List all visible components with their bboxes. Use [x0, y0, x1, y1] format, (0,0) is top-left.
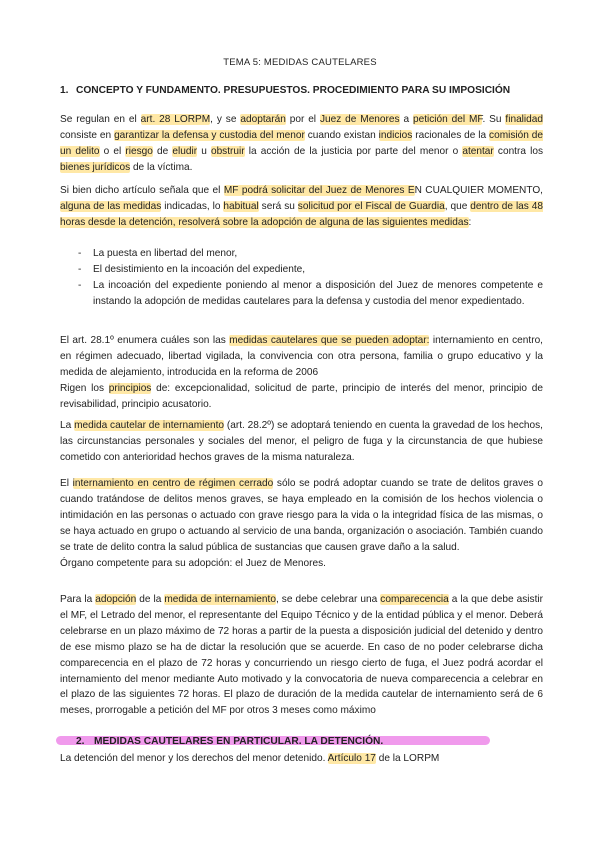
text-run: por el	[285, 114, 320, 125]
highlight: medida cautelar de internamiento	[74, 420, 225, 431]
highlight: Juez de Menores	[319, 114, 400, 125]
text-run: la acción de la justicia por parte del menor o	[244, 145, 463, 157]
text-run: N CUALQUIER MOMENTO,	[414, 185, 543, 196]
text-run: a	[399, 114, 413, 125]
text-run: internamiento en centro, en régimen adecuado, libertad vigilada, la convivencia con otra persona, familia o grupo educativo y la medida de alejamiento, introducida en la reforma de 2006	[60, 335, 543, 378]
paragraph-closed-regime	[60, 476, 543, 571]
paragraph-internment-measure	[60, 418, 543, 466]
text-run: cuando existan	[304, 129, 379, 141]
highlight: indicios	[378, 129, 413, 141]
text-run: Órgano competente para su adopción: el Juez de Menores.	[60, 557, 326, 569]
text-run: o el	[99, 145, 126, 157]
highlight: petición del MF	[412, 114, 483, 125]
text-run: de la LORPM	[375, 753, 440, 764]
paragraph-regulation	[60, 112, 543, 176]
highlight: comparecencia	[380, 594, 449, 605]
highlight: bienes jurídicos	[60, 161, 131, 173]
text-run: Rigen los	[60, 382, 109, 394]
highlight: garantizar la defensa y custodia del menor	[114, 129, 305, 141]
text-run: consiste en	[60, 129, 115, 141]
section-2-title: MEDIDAS CAUTELARES EN PARTICULAR. LA DETENCIÓN.	[94, 736, 384, 747]
highlight: internamiento en centro de régimen cerrado	[72, 478, 274, 489]
highlight: medidas cautelares que se pueden adoptar:	[229, 335, 430, 346]
highlight: art. 28 LORPM	[140, 114, 211, 125]
text-run: de la víctima.	[130, 161, 193, 173]
highlight: finalidad	[505, 114, 544, 125]
highlight: comisión de un delito	[60, 129, 544, 157]
text-run: La	[60, 420, 75, 431]
highlight: adopción	[95, 594, 137, 605]
list-item: - La puesta en libertad del menor,	[60, 246, 543, 262]
text-run: Se regulan en el	[60, 114, 141, 125]
highlight: habitual	[223, 200, 259, 212]
text-run: será su	[258, 200, 298, 212]
section-2-number: 2.	[76, 736, 85, 747]
highlight: MF podrá solicitar del Juez de Menores E	[223, 185, 415, 196]
section-2-heading	[76, 736, 383, 747]
text-run: . Su	[482, 114, 506, 125]
text-run: , se debe celebrar una	[275, 594, 381, 605]
highlight: medida de internamiento	[164, 594, 276, 605]
highlight: alguna de las medidas	[60, 200, 162, 212]
text-run: a la que debe asistir el MF, el Letrado del menor, el representante del Equipo Técnico y de la entidad pública y el menor. Deberá celebrarse en un plazo máximo de 72 horas a partir de la puesta a disposición judicial del detenido y dentro de ese mismo plazo se ha de dictar la resolución que se acuerde. En caso de no poder celebrarse dicha comparecencia en el plazo de 72 horas y concurriendo un riesgo cierto de fuga, el Juez podrá acordar el internamiento del menor mediante Auto motivado y la convocatoria de nueva comparecencia a celebrar en el plazo de las siguientes 72 horas. El plazo de duración de la medida cautelar de internamiento será de 6 meses, prorrogable a petición del MF por otros 3 meses como máximo	[60, 594, 543, 717]
page-title: TEMA 5: MEDIDAS CAUTELARES	[223, 57, 377, 68]
highlight: adoptarán	[240, 114, 286, 125]
text-run: indicadas, lo	[161, 200, 224, 212]
text-run: de	[152, 145, 173, 157]
text-run: Si bien dicho artículo señala que el	[60, 185, 224, 196]
text-run: (art. 28.2º) se adoptará teniendo en cuenta la gravedad de los hechos, las circunstancias personales y sociales del menor, el peligro de fuga y la circunstancia de que hubiese cometido con anterioridad hechos graves de la misma naturaleza.	[60, 420, 543, 463]
highlight: eludir	[172, 145, 198, 157]
text-run: contra los	[493, 145, 544, 157]
highlight: obstruir	[210, 145, 245, 157]
text-run: :	[468, 216, 472, 228]
paragraph-measures-enumeration	[60, 333, 543, 413]
highlight: riesgo	[125, 145, 153, 157]
text-run: sólo se podrá adoptar cuando se trate de delitos graves o cuando tratándose de delitos menos graves, se haya empleado en la comisión de los hechos violencia o intimidación en las personas o actuado con grave riesgo para la vida o la integridad física de las mismas, o se haya actuado en grupo o actuando al servicio de una banda, organización o asociación. También cuando se trate de delito contra la salud pública de sustancias que causen grave daño a la salud.	[60, 478, 543, 553]
text-run: racionales de la	[412, 129, 490, 141]
highlight: principios	[108, 382, 152, 394]
text-run: de: excepcionalidad, solicitud de parte, principio de interés del menor, principio de revisabilidad, principio acusatorio.	[60, 382, 543, 410]
section-1-heading	[60, 83, 543, 98]
text-run: u	[197, 145, 211, 157]
highlight: Artículo 17	[327, 753, 376, 764]
text-run: , que	[444, 200, 471, 212]
section-1-title: CONCEPTO Y FUNDAMENTO. PRESUPUESTOS. PROCEDIMIENTO PARA SU IMPOSICIÓN	[76, 85, 511, 96]
text-run: La detención del menor y los derechos del menor detenido.	[60, 753, 328, 764]
text-run: de la	[136, 594, 165, 605]
list-item: - La incoación del expediente poniendo al menor a disposición del Juez de menores competente e instando la adopción de medidas cautelares para la defensa y custodia del menor expedientado.	[60, 278, 543, 310]
highlight: solicitud por el Fiscal de Guardia	[297, 200, 445, 212]
list-item: - El desistimiento en la incoación del expediente,	[60, 262, 543, 278]
measures-list	[60, 246, 543, 310]
highlight: dentro de las 48 horas desde la detención, resolverá sobre la adopción de alguna de las siguientes medidas	[60, 200, 543, 228]
paragraph-detention	[60, 751, 543, 767]
section-1-number: 1.	[60, 85, 69, 96]
text-run: , y se	[210, 114, 241, 125]
paragraph-hearing-procedure	[60, 592, 543, 719]
text-run: El	[60, 478, 73, 489]
paragraph-fiscal-request	[60, 183, 543, 231]
text-run: El art. 28.1º enumera cuáles son las	[60, 335, 230, 346]
text-run: Para la	[60, 594, 96, 605]
highlight: atentar	[462, 145, 494, 157]
